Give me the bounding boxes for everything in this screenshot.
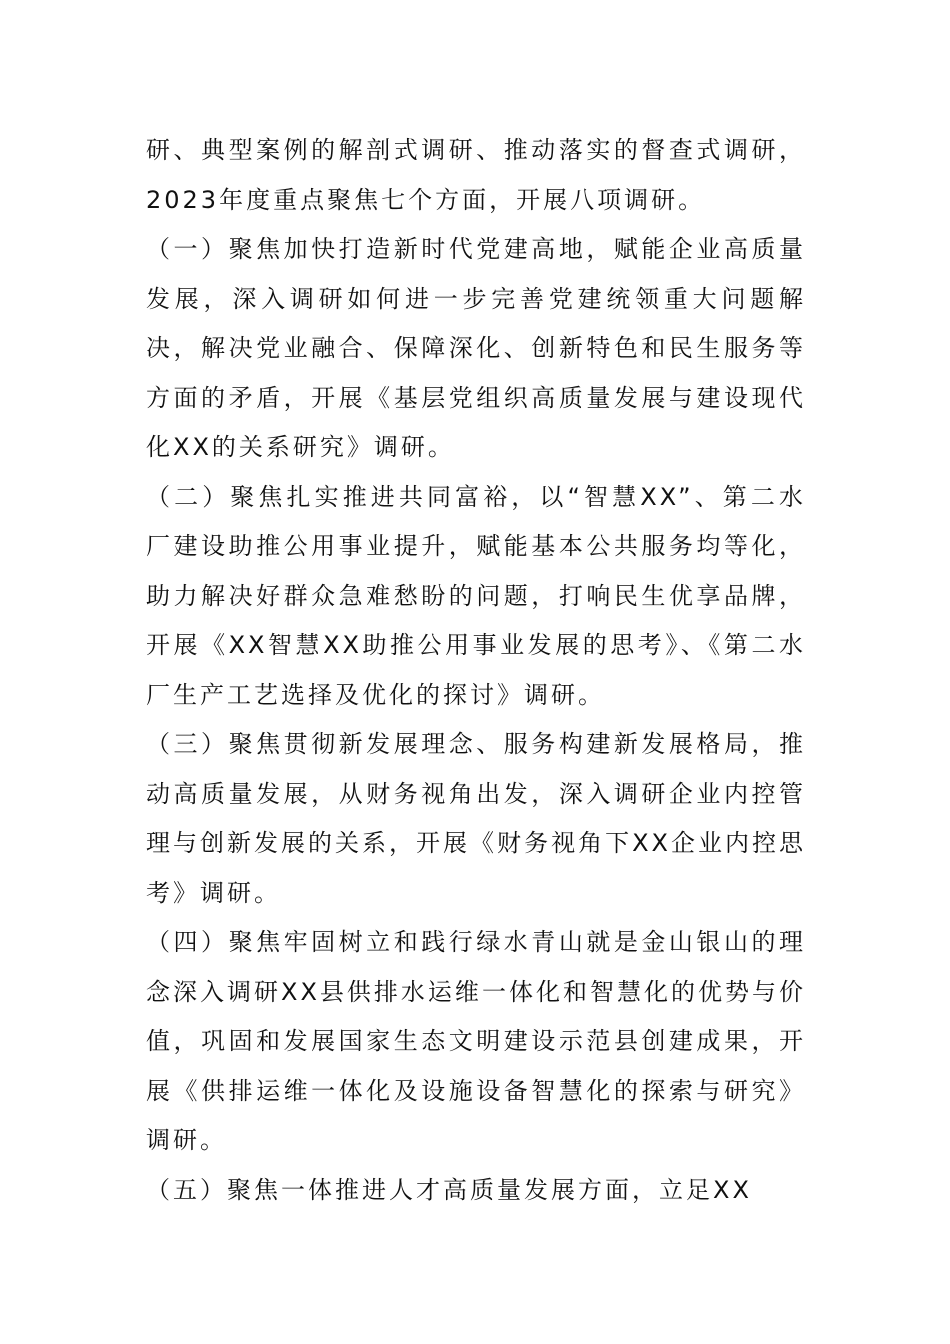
paragraph-item-3: （三）聚焦贯彻新发展理念、服务构建新发展格局，推动高质量发展，从财务视角出发，深入调研企业内控管理与创新发展的关系，开展《财务视角下XX企业内控思考》调研。	[146, 730, 806, 907]
paragraph-item-1: （一）聚焦加快打造新时代党建高地，赋能企业高质量发展，深入调研如何进一步完善党建统领重大问题解决，解决党业融合、保障深化、创新特色和民生服务等方面的矛盾，开展《基层党组织高质量发展与建设现代化XX的关系研究》调研。	[146, 235, 806, 461]
paragraph-item-4: （四）聚焦牢固树立和践行绿水青山就是金山银山的理念深入调研XX县供排水运维一体化和智慧化的优势与价值，巩固和发展国家生态文明建设示范县创建成果，开展《供排运维一体化及设施设备智慧化的探索与研究》调研。	[146, 928, 806, 1154]
document-body	[146, 126, 806, 1215]
paragraph-item-5: （五）聚焦一体推进人才高质量发展方面，立足XX	[146, 1175, 752, 1204]
paragraph-intro: 研、典型案例的解剖式调研、推动落实的督查式调研，2023年度重点聚焦七个方面，开展八项调研。	[146, 136, 806, 214]
paragraph-item-2: （二）聚焦扎实推进共同富裕，以“智慧XX”、第二水厂建设助推公用事业提升，赋能基本公共服务均等化，助力解决好群众急难愁盼的问题，打响民生优享品牌，开展《XX智慧XX助推公用事业发展的思考》、《第二水厂生产工艺选择及优化的探讨》调研。	[146, 482, 806, 709]
